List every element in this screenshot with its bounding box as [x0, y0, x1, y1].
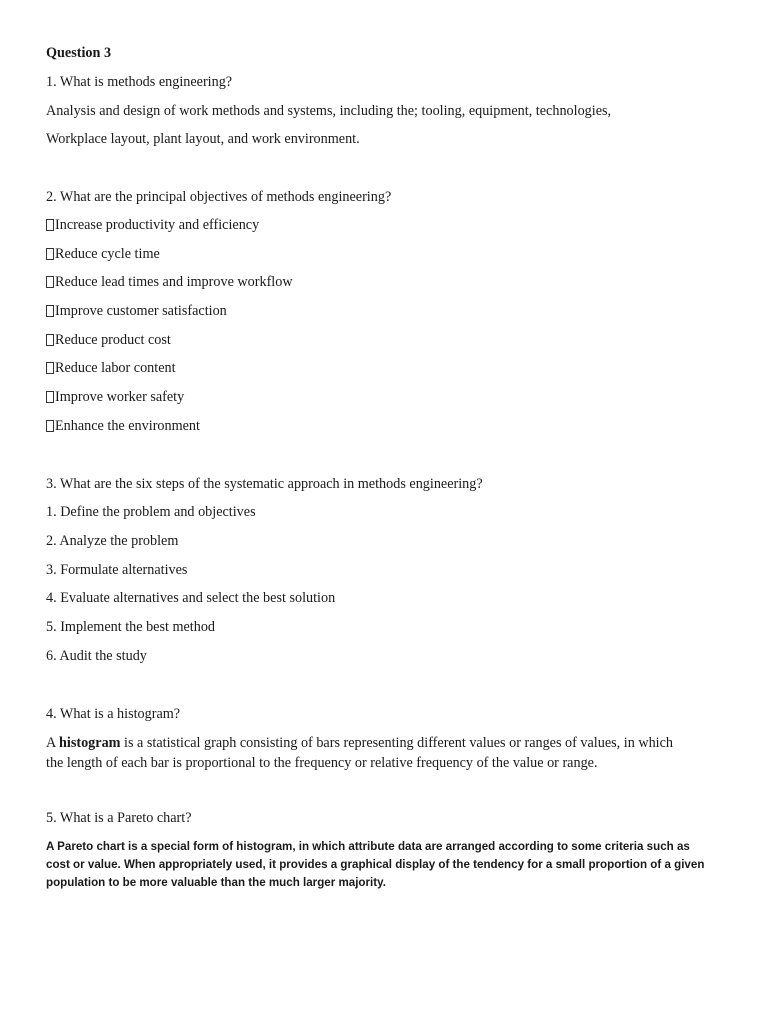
- list-item: Increase productivity and efficiency: [46, 217, 259, 234]
- list-item: Reduce labor content: [46, 360, 176, 377]
- missing-glyph-box-icon: [46, 248, 54, 260]
- list-item: Improve customer satisfaction: [46, 303, 227, 320]
- answer-4-line-1: A histogram is a statistical graph consisting of bars representing different values or ranges of values, in which: [46, 735, 674, 751]
- question-5: 5. What is a Pareto chart?: [46, 810, 192, 826]
- list-item: Reduce cycle time: [46, 246, 160, 263]
- list-item: 6. Audit the study: [46, 648, 147, 664]
- list-item: Enhance the environment: [46, 418, 200, 435]
- missing-glyph-box-icon: [46, 305, 54, 317]
- missing-glyph-box-icon: [46, 391, 54, 403]
- question-2: 2. What are the principal objectives of methods engineering?: [46, 189, 392, 205]
- list-item: 5. Implement the best method: [46, 619, 216, 635]
- question-3: 3. What are the six steps of the systematic approach in methods engineering?: [46, 476, 483, 492]
- answer-5-line-1: A Pareto chart is a special form of histogram, in which attribute data are arranged according to some criteria such as: [46, 840, 690, 853]
- answer-1-line-2: Workplace layout, plant layout, and work environment.: [46, 131, 360, 147]
- question-1: 1. What is methods engineering?: [46, 74, 233, 90]
- answer-5-line-2: cost or value. When appropriately used, it provides a graphical display of the tendency for a small proportion of a given: [46, 858, 705, 871]
- answer-1-line-1: Analysis and design of work methods and systems, including the; tooling, equipment, technologies,: [46, 103, 612, 119]
- answer-5: [46, 838, 736, 892]
- list-item: 2. Analyze the problem: [46, 533, 179, 549]
- list-item: Reduce lead times and improve workflow: [46, 274, 293, 291]
- list-item: 1. Define the problem and objectives: [46, 504, 256, 520]
- answer-4-line-2: the length of each bar is proportional to the frequency or relative frequency of the value or range.: [46, 755, 598, 771]
- list-item: 4. Evaluate alternatives and select the best solution: [46, 590, 336, 606]
- missing-glyph-box-icon: [46, 334, 54, 346]
- missing-glyph-box-icon: [46, 420, 54, 432]
- answer-4: [46, 733, 726, 773]
- list-item: Reduce product cost: [46, 332, 171, 349]
- answer-5-line-3: population to be more valuable than the much larger majority.: [46, 876, 386, 889]
- list-item: 3. Formulate alternatives: [46, 562, 188, 578]
- missing-glyph-box-icon: [46, 219, 54, 231]
- histogram-term: histogram: [59, 735, 121, 751]
- question-4: 4. What is a histogram?: [46, 706, 181, 722]
- missing-glyph-box-icon: [46, 362, 54, 374]
- missing-glyph-box-icon: [46, 276, 54, 288]
- document-title: Question 3: [46, 45, 112, 61]
- list-item: Improve worker safety: [46, 389, 184, 406]
